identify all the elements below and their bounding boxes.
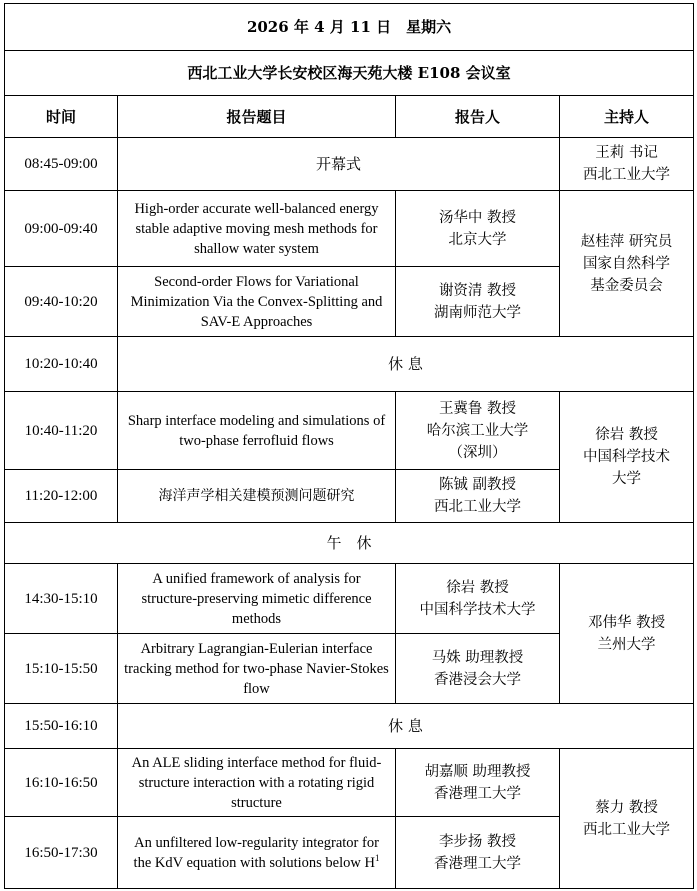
schedule-table <box>4 3 694 889</box>
chair-affiliation: 西北工业大学 <box>583 167 671 183</box>
speaker-cell <box>396 191 560 267</box>
speaker-affiliation-cont: （深圳） <box>448 444 507 461</box>
speaker-cell <box>396 564 560 634</box>
speaker-affiliation: 香港浸会大学 <box>434 671 521 688</box>
time-cell: 15:50-16:10 <box>5 704 118 749</box>
speaker-name: 谢资清 教授 <box>438 282 517 299</box>
speaker-affiliation: 北京大学 <box>448 231 507 248</box>
chair-cell <box>560 749 694 889</box>
speaker-cell <box>396 392 560 470</box>
event-cell: 开幕式 <box>118 138 560 191</box>
talk-title: Second-order Flows for Variational Minimization Via the Convex-Splitting and SAV-E Approaches <box>118 267 396 337</box>
chair-cell <box>560 138 694 191</box>
chair-name: 邓伟华 教授 <box>587 614 666 631</box>
break-cell: 休 息 <box>118 337 694 392</box>
chair-affiliation-cont: 大学 <box>612 471 642 487</box>
speaker-cell <box>396 470 560 523</box>
speaker-affiliation: 香港理工大学 <box>434 855 521 872</box>
chair-name: 徐岩 教授 <box>595 427 658 443</box>
column-header-title: 报告题目 <box>118 96 396 138</box>
chair-affiliation: 西北工业大学 <box>583 821 671 838</box>
speaker-cell <box>396 817 560 889</box>
talk-title: A unified framework of analysis for structure-preserving mimetic difference methods <box>118 564 396 634</box>
table-row <box>5 704 694 749</box>
time-cell: 09:40-10:20 <box>5 267 118 337</box>
speaker-name: 徐岩 教授 <box>446 579 509 596</box>
lunch-break-cell: 午 休 <box>5 523 694 564</box>
talk-title: High-order accurate well-balanced energy stable adaptive moving mesh methods for shallow water system <box>118 191 396 267</box>
talk-title: 海洋声学相关建模预测问题研究 <box>118 470 396 523</box>
speaker-name: 胡嘉顺 助理教授 <box>424 763 531 780</box>
venue-row <box>5 51 694 96</box>
time-cell: 10:40-11:20 <box>5 392 118 470</box>
time-cell: 11:20-12:00 <box>5 470 118 523</box>
break-cell: 休 息 <box>118 704 694 749</box>
chair-name: 赵桂萍 研究员 <box>580 233 673 250</box>
speaker-cell <box>396 634 560 704</box>
time-cell: 09:00-09:40 <box>5 191 118 267</box>
talk-title-text: An unfiltered low-regularity integrator for the KdV equation with solutions below H <box>133 834 379 871</box>
chair-affiliation: 兰州大学 <box>597 636 656 653</box>
speaker-affiliation: 中国科学技术大学 <box>419 601 536 618</box>
venue-heading: 西北工业大学长安校区海天苑大楼 E108 会议室 <box>5 51 694 96</box>
time-cell: 16:10-16:50 <box>5 749 118 817</box>
chair-name: 蔡力 教授 <box>595 799 658 816</box>
speaker-name: 王冀鲁 教授 <box>438 400 517 417</box>
date-heading: 2026 年 4 月 11 日 星期六 <box>5 4 694 51</box>
speaker-name: 汤华中 教授 <box>438 209 517 226</box>
column-header-speaker: 报告人 <box>396 96 560 138</box>
talk-title-superscript: 1 <box>374 852 380 863</box>
column-header-chair: 主持人 <box>560 96 694 138</box>
speaker-affiliation: 西北工业大学 <box>434 499 521 515</box>
time-cell: 15:10-15:50 <box>5 634 118 704</box>
table-row <box>5 564 694 634</box>
speaker-name: 马姝 助理教授 <box>431 649 524 666</box>
table-row <box>5 138 694 191</box>
speaker-affiliation: 湖南师范大学 <box>434 304 521 321</box>
speaker-name: 李步扬 教授 <box>438 833 517 850</box>
speaker-affiliation: 香港理工大学 <box>434 785 521 802</box>
chair-cell <box>560 191 694 337</box>
date-row <box>5 4 694 51</box>
talk-title <box>118 817 396 889</box>
chair-cell <box>560 564 694 704</box>
time-cell: 16:50-17:30 <box>5 817 118 889</box>
talk-title: Sharp interface modeling and simulations of two-phase ferrofluid flows <box>118 392 396 470</box>
speaker-affiliation: 哈尔滨工业大学 <box>426 422 529 439</box>
chair-name: 王莉 书记 <box>595 145 658 161</box>
chair-cell <box>560 392 694 523</box>
speaker-name: 陈铖 副教授 <box>438 477 517 493</box>
table-row <box>5 392 694 470</box>
talk-title: Arbitrary Lagrangian-Eulerian interface tracking method for two-phase Navier-Stokes flow <box>118 634 396 704</box>
time-cell: 10:20-10:40 <box>5 337 118 392</box>
column-header-row <box>5 96 694 138</box>
table-row <box>5 523 694 564</box>
chair-affiliation: 中国科学技术 <box>583 449 671 465</box>
speaker-cell <box>396 267 560 337</box>
chair-affiliation-cont: 基金委员会 <box>590 277 663 294</box>
time-cell: 08:45-09:00 <box>5 138 118 191</box>
talk-title: An ALE sliding interface method for fluid-structure interaction with a rotating rigid structure <box>118 749 396 817</box>
column-header-time: 时间 <box>5 96 118 138</box>
speaker-cell <box>396 749 560 817</box>
time-cell: 14:30-15:10 <box>5 564 118 634</box>
table-row <box>5 191 694 267</box>
chair-affiliation: 国家自然科学 <box>583 255 671 272</box>
table-row <box>5 337 694 392</box>
table-row <box>5 749 694 817</box>
